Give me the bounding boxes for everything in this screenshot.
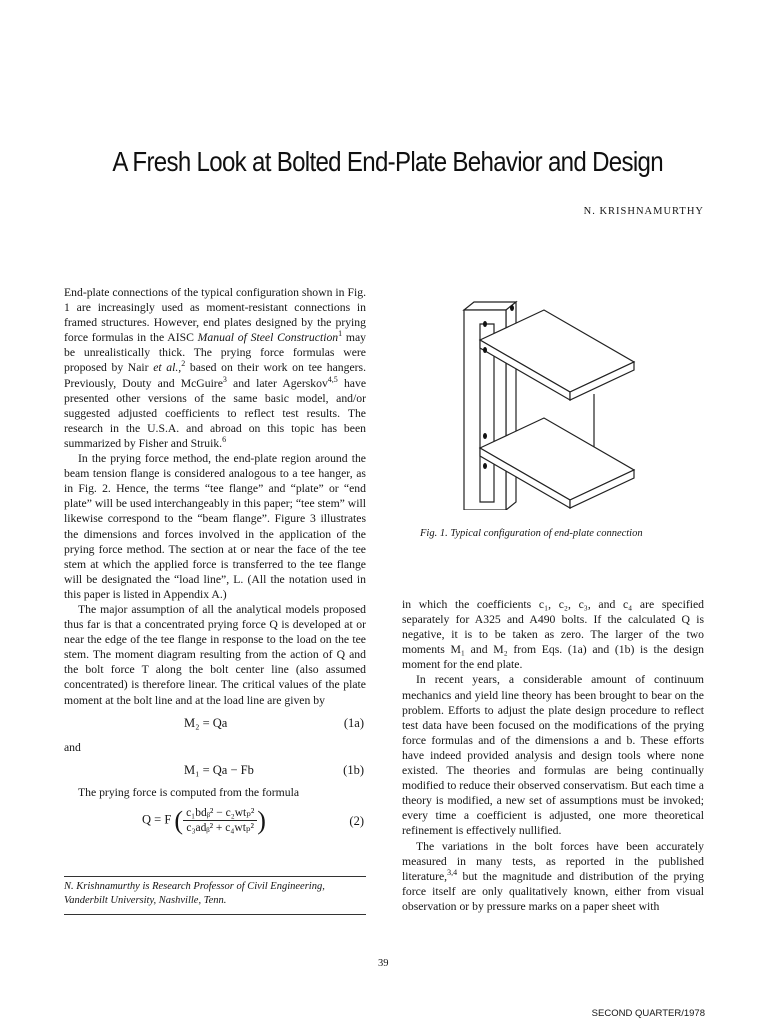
equation-1b-number: (1b) — [343, 762, 364, 777]
bolt-1 — [483, 321, 487, 327]
page-number: 39 — [378, 958, 389, 969]
equation-1a — [64, 714, 366, 736]
paragraph-1: End-plate connections of the typical configuration shown in Fig. 1 are increasingly used as moment-resistant connections in framed structures. However, end plates designed by the prying force formulas in the AISC Manual of Steel Construction$^1$ may be unrealistically thick. The prying force formulas were proposed by Nair et al.,$^2$ based on their work on tee hangers. Previously, Douty and McGuire$^3$ and later Agerskov$^{4,5}$ have presented other versions of the same basic model, and/or suggested adjusted coefficients to reflect test results. The research in the U.S.A. and abroad on this topic has been summarized by Fisher and Struik.$^6$ — [64, 286, 367, 450]
equation-2-expr: Q = F ( $\frac{\text{c₁bdᵦ² − c₂wtₚ²}}{\text{c₃adᵦ² + c₄wtₚ²}}$ ) — [142, 805, 266, 835]
and-text: and — [64, 740, 81, 754]
figure-caption: Fig. 1. Typical configuration of end-plate connection — [420, 528, 643, 539]
right-paragraph-1: in which the coefficients c₁, c₂, c₃, and c₄ are specified separately for A325 and A490 bolts. If the calculated Q is negative, it is to be taken as zero. The larger of the two moments M₁ and M₂ from Eqs. (1a) and (1b) is the design moment for the end plate. — [402, 598, 704, 672]
paragraph-4: The prying force is computed from the formula — [78, 785, 300, 799]
footnote-rule-top — [64, 876, 366, 877]
equation-1a-number: (1a) — [343, 715, 364, 730]
author-footnote: N. Krishnamurthy is Research Professor of Civil Engineering, Vanderbilt University, Nashville, Tenn. — [64, 881, 325, 906]
author-name: N. KRISHNAMURTHY — [583, 206, 704, 217]
paragraph-2: In the prying force method, the end-plate region around the beam tension flange is considered analogous to a tee hanger, as in Fig. 2. Hence, the terms “tee flange” and “plate” or “end plate” will be used interchangeably in this paper; “tee stem” will likewise correspond to the “beam flange”. Figure 3 illustrates the dimensions and forces involved in the application of the prying force method. The section at or near the face of the tee stem at which the applied force is transferred to the tee flange will be designated the “load line”, L. (All the notation used in this paper is listed in Appendix A.) — [64, 452, 366, 601]
paper-title: A Fresh Look at Bolted End-Plate Behavior and Design — [112, 146, 663, 177]
right-column — [402, 597, 704, 914]
paragraph-3: The major assumption of all the analytical models proposed thus far is that a concentrated prying force Q is developed at or near the edge of the tee flange in response to the load on the tee stem. The moment diagram resulting from the action of Q and the bolt force T along the bolt center line (also assumed concentrated) is therefore linear. The critical values of the plate moment at the bolt line and at the load line are given by — [64, 602, 366, 707]
equation-1a-expr: M₂ = Qa — [184, 715, 228, 730]
left-column — [64, 285, 366, 844]
equation-1b — [64, 761, 366, 783]
equation-2-fraction: $\frac{\text{c₁bdᵦ² − c₂wtₚ²}}{\text{c₃adᵦ² + c₄wtₚ²}}$ — [183, 806, 257, 835]
right-paragraph-3: The variations in the bolt forces have been accurately measured in many tests, as reported in the published literature,$^{3,4}$ but the magnitude and distribution of the prying force itself are only qualitatively known, either from visual observation or by pressure marks on a paper sheet with — [402, 839, 704, 913]
journal-issue-footer: SECOND QUARTER/1978 — [591, 1008, 705, 1019]
bolt-4 — [483, 433, 487, 439]
bolt-2 — [510, 305, 514, 311]
equation-2 — [64, 800, 366, 844]
figure-end-plate-connection — [454, 290, 654, 510]
bolt-5 — [483, 463, 487, 469]
footnote-rule-bottom — [64, 914, 366, 915]
right-paragraph-2: In recent years, a considerable amount of continuum mechanics and yield line theory has been brought to bear on the problem. Efforts to adjust the plate design procedure to reflect test data have been focused on the modifications of the prying force formulas and of the dimensions a and b. These efforts have indeed provided analysis and design tools where none existed. The theories and formulas are being continually modified to reduce their observed conservatism. But each time a theory is modified, a new set of assumptions must be invoked; every time a coefficient is adjusted, one more theoretical refinement is effectively nullified. — [402, 673, 704, 838]
bolt-3 — [483, 347, 487, 353]
equation-2-number: (2) — [349, 813, 364, 828]
equation-1b-expr: M₁ = Qa − Fb — [184, 762, 254, 777]
